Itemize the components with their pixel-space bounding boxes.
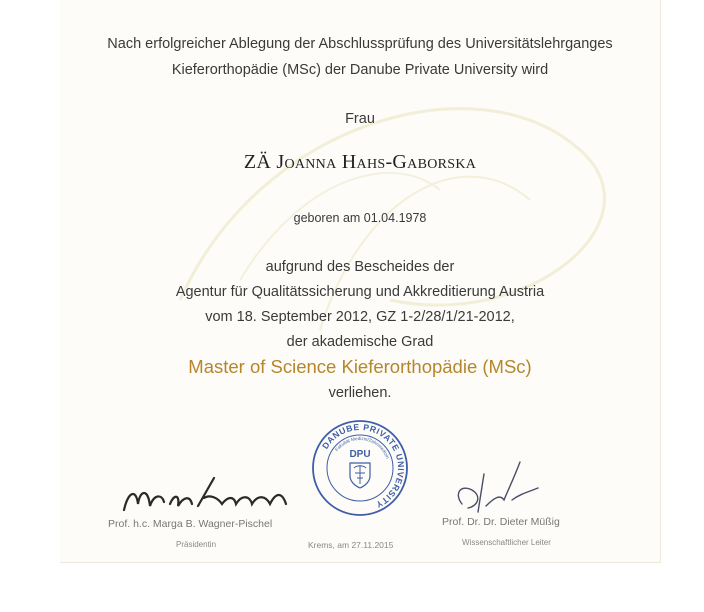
salutation: Frau xyxy=(345,111,375,127)
basis-line-2: Agentur für Qualitätssicherung und Akkreditierung Austria xyxy=(175,284,545,300)
seal-ring-text: DANUBE PRIVATE UNIVERSITY xyxy=(319,421,407,511)
recipient-name: ZÄ Joanna Hahs-Gaborska xyxy=(243,151,477,173)
intro-line-2: Kieferorthopädie (MSc) der Danube Private University wird xyxy=(171,62,549,78)
basis-line-3: vom 18. September 2012, GZ 1-2/28/1/21-2012, xyxy=(205,309,515,325)
basis-line-1: aufgrund des Bescheides der xyxy=(265,259,455,275)
right-signatory-role: Wissenschaftlicher Leiter xyxy=(462,538,551,547)
birth-line: geboren am 01.04.1978 xyxy=(293,211,427,225)
left-signatory-role: Präsidentin xyxy=(176,540,217,549)
right-signatory-name: Prof. Dr. Dr. Dieter Müßig xyxy=(442,516,560,528)
basis-line-4: der akademische Grad xyxy=(286,334,434,350)
closing-line: verliehen. xyxy=(328,385,392,401)
intro-line-1: Nach erfolgreicher Ablegung der Abschlussprüfung des Universitätslehrganges xyxy=(107,36,613,52)
eagle-crest-icon xyxy=(350,463,370,488)
university-seal xyxy=(310,418,410,518)
right-signature xyxy=(448,454,568,518)
seal-place-date: Krems, am 27.11.2015 xyxy=(308,540,394,550)
degree-title: Master of Science Kieferorthopädie (MSc) xyxy=(188,356,532,377)
left-signatory-name: Prof. h.c. Marga B. Wagner-Pischel xyxy=(108,518,273,530)
seal-center-text: DPU xyxy=(349,449,371,460)
left-signature xyxy=(118,470,298,520)
seal-inner-text: Fakultät Medizin/Zahnmedizin xyxy=(334,435,391,460)
